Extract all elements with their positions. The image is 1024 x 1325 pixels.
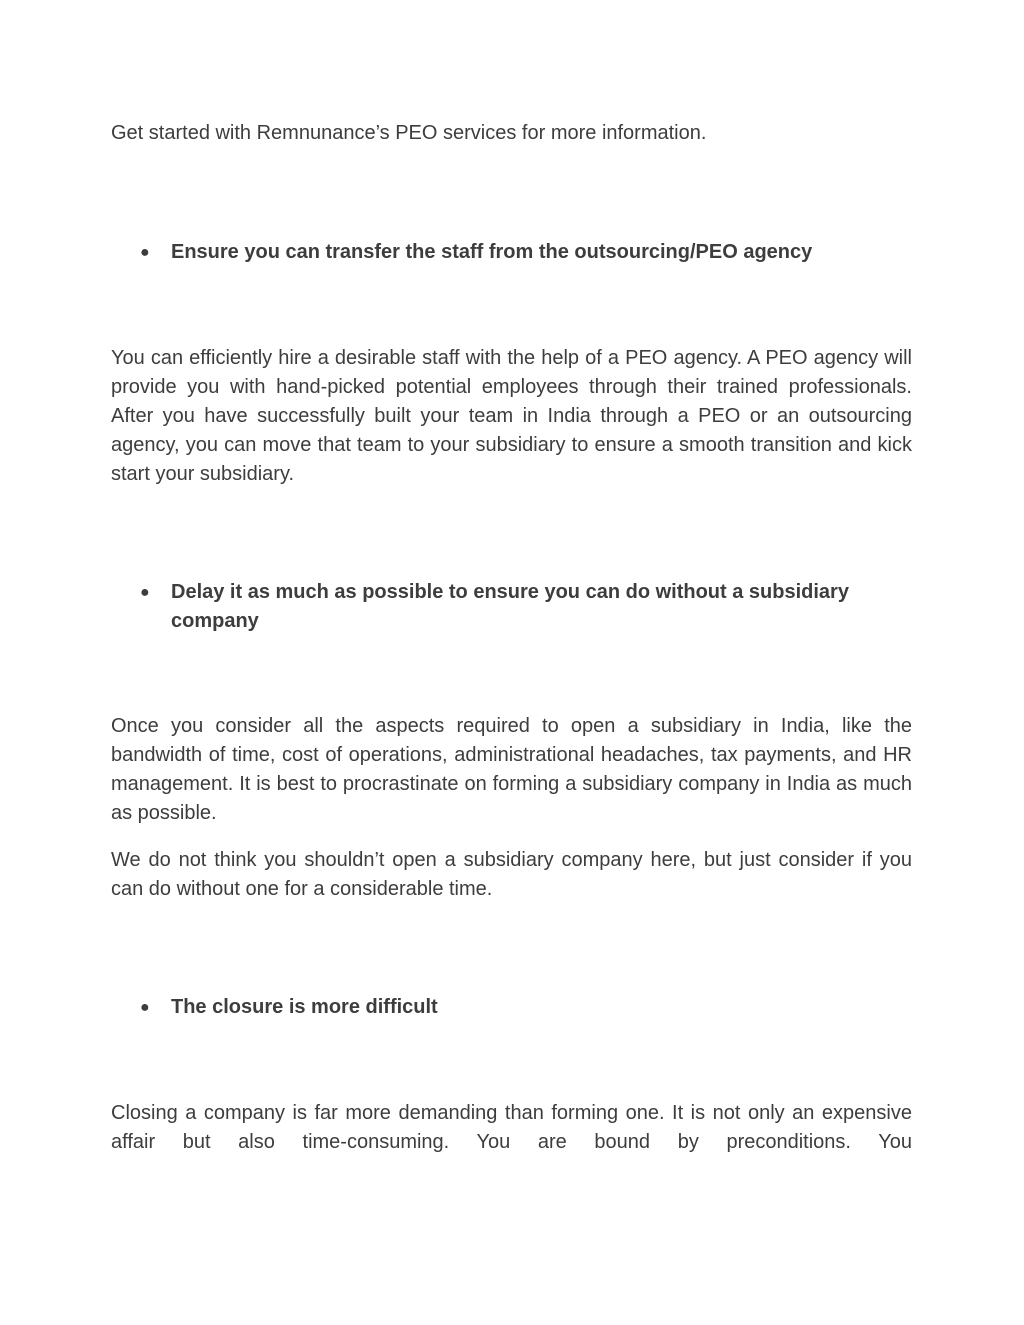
closure-paragraph: Closing a company is far more demanding than forming one. It is not only an expensive affair but also time-consuming. You are bound by preconditions. You (111, 1102, 912, 1153)
delay-paragraph-2: We do not think you shouldn’t open a subsidiary company here, but just consider if you can do without one for a considerable time. (111, 849, 912, 900)
delay-paragraph-1: Once you consider all the aspects required to open a subsidiary in India, like the bandwidth of time, cost of operations, administrational headaches, tax payments, and HR management. It is best to procrastinate on forming a subsidiary company in India as much as possible. (111, 715, 912, 824)
intro-paragraph: Get started with Remnunance’s PEO services for more information. (111, 122, 707, 144)
bullet-icon: ● (140, 244, 150, 261)
bullet-heading-text: Delay it as much as possible to ensure you can do without a subsidiary company (171, 581, 849, 632)
bullet-heading-closure (140, 993, 920, 1022)
bullet-icon: ● (140, 999, 150, 1016)
bullet-heading-text: The closure is more difficult (171, 996, 438, 1018)
transfer-paragraph: You can efficiently hire a desirable staff with the help of a PEO agency. A PEO agency will provide you with hand-picked potential employees through their trained professionals. After you have successfully built your team in India through a PEO or an outsourcing agency, you can move that team to your subsidiary to ensure a smooth transition and kick start your subsidiary. (111, 347, 912, 485)
bullet-icon: ● (140, 584, 150, 601)
bullet-heading-text: Ensure you can transfer the staff from the outsourcing/PEO agency (171, 241, 813, 263)
bullet-heading-delay (140, 578, 920, 636)
bullet-heading-transfer (140, 238, 920, 267)
